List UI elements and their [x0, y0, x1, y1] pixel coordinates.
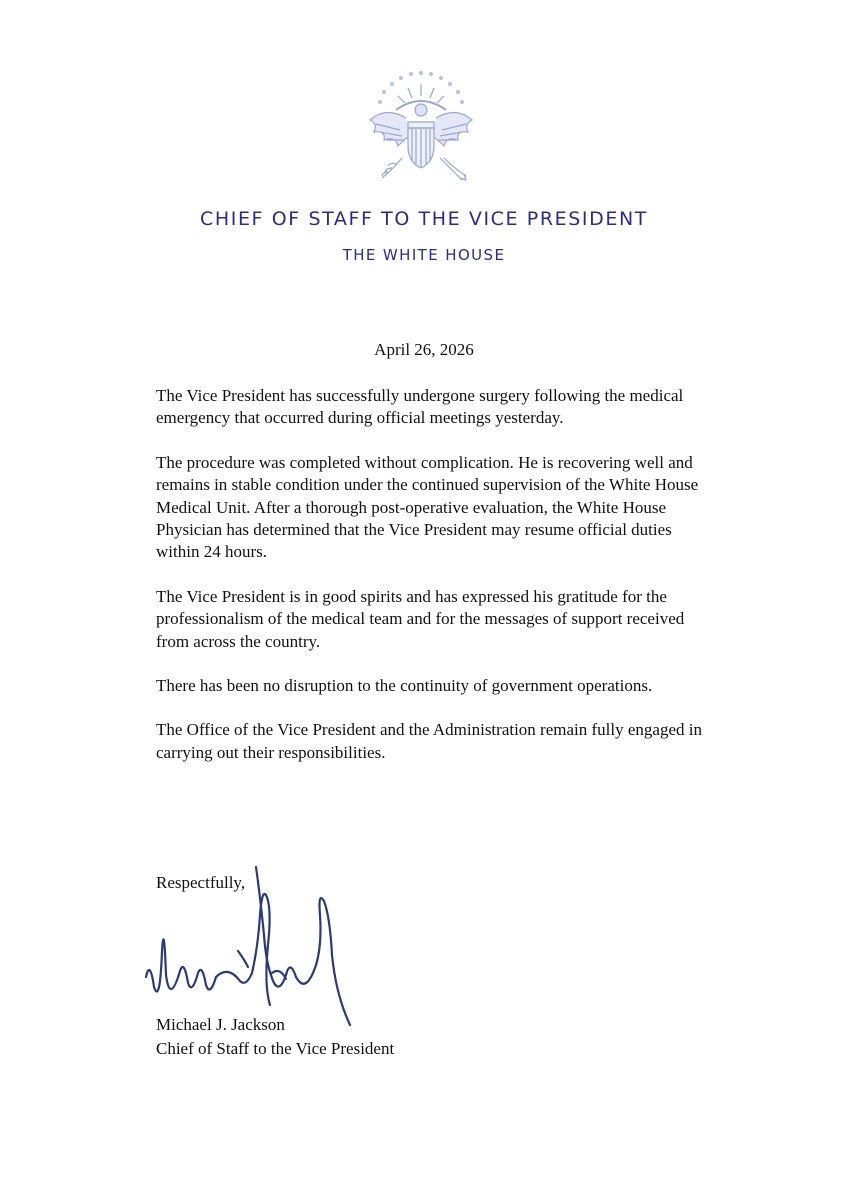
office-title: CHIEF OF STAFF TO THE VICE PRESIDENT [200, 208, 648, 230]
paragraph: The Vice President has successfully undergone surgery following the medical emergency that occurred during official meetings yesterday. [156, 386, 684, 428]
vice-presidential-seal-icon [356, 66, 486, 190]
paragraph: The Vice President is in good spirits and has expressed his gratitude for the professionalism of the medical team and for the messages of support received from across the country. [156, 586, 685, 651]
letter-date: April 26, 2026 [374, 340, 474, 359]
closing: Respectfully, [156, 873, 246, 892]
office-subtitle: THE WHITE HOUSE [342, 246, 506, 264]
letterhead [0, 0, 848, 280]
letter-body [156, 385, 716, 786]
paragraph: There has been no disruption to the continuity of government operations. [156, 676, 653, 696]
paragraph: The Office of the Vice President and the Administration remain fully engaged in carrying out their responsibilities. [156, 720, 702, 762]
signer-name: Michael J. Jackson [156, 1015, 285, 1034]
signer-title: Chief of Staff to the Vice President [156, 1039, 395, 1058]
paragraph: The procedure was completed without complication. He is recovering well and remains in stable condition under the continued supervision of the White House Medical Unit. After a thorough post-operative evaluation, the White House Physician has determined that the Vice President may resume official duties within 24 hours. [156, 452, 699, 562]
